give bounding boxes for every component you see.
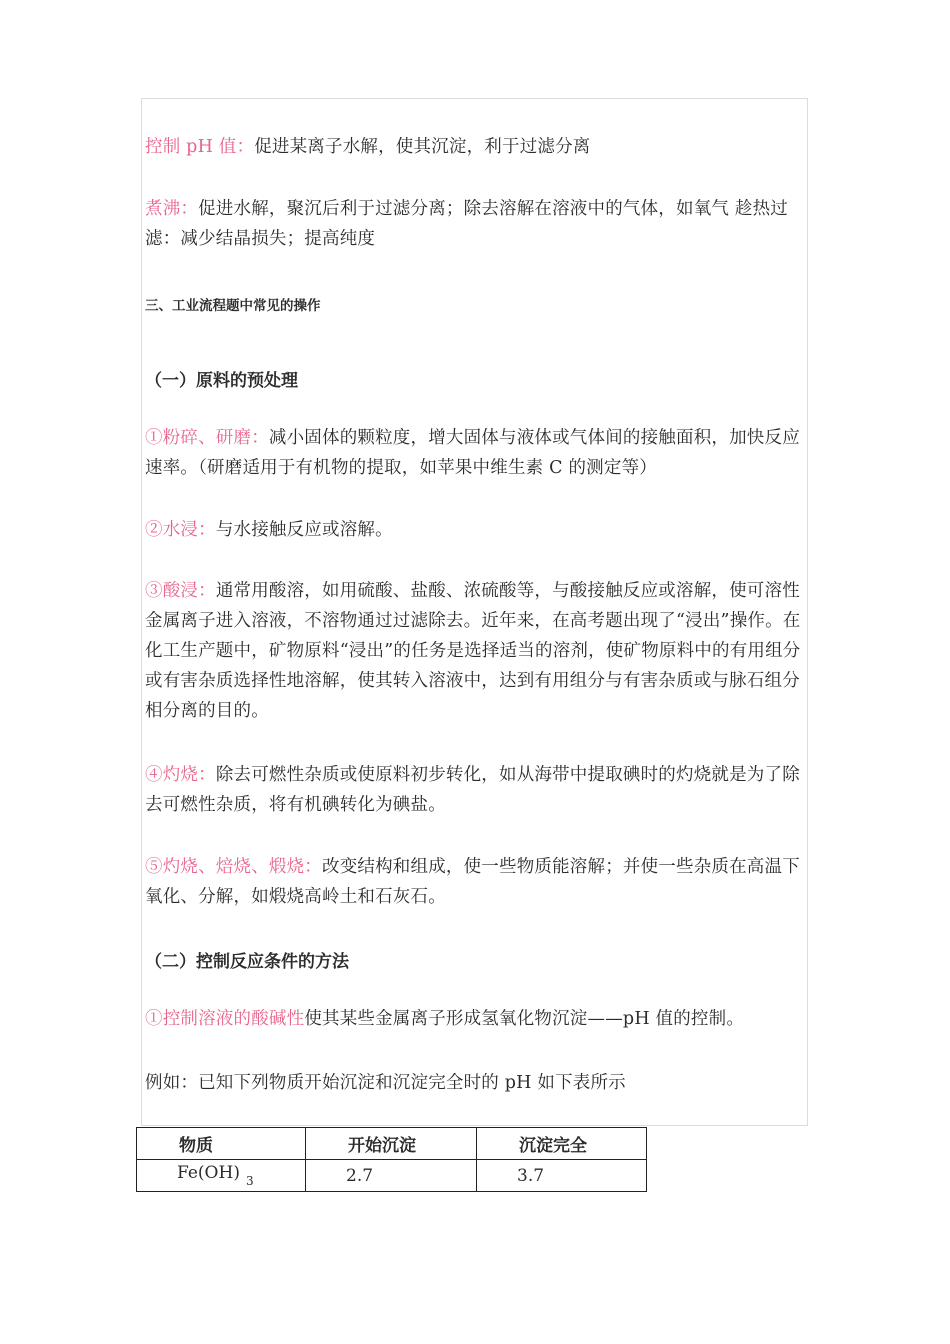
- term-label: ②水浸：: [145, 520, 216, 540]
- item-burning: [145, 760, 815, 820]
- paragraph-ph-control: [145, 132, 815, 162]
- term-label: ⑤灼烧、焙烧、煅烧：: [145, 857, 322, 877]
- precipitation-ph-table: [136, 1127, 647, 1192]
- cell-start: 2.7: [306, 1160, 477, 1192]
- paragraph-boiling: [145, 194, 815, 254]
- header-complete-precipitation: 沉淀完全: [477, 1128, 647, 1160]
- item-acid-leach: [145, 576, 815, 726]
- term-text: 使其某些金属离子形成氢氧化物沉淀——pH 值的控制。: [304, 1009, 745, 1029]
- term-label: 煮沸：: [145, 199, 199, 219]
- term-text: 减小固体的颗粒度，增大固体与液体或气体间的接触面积，加快反应速率。（研磨适用于有机物的提取，如苹果中维生素 C 的测定等）: [145, 428, 800, 478]
- term-text: 改变结构和组成，使一些物质能溶解；并使一些杂质在高温下氧化、分解，如煅烧高岭土和石灰石。: [145, 857, 800, 907]
- term-label: ①控制溶液的酸碱性: [145, 1009, 305, 1029]
- term-text: 通常用酸溶，如用硫酸、盐酸、浓硫酸等，与酸接触反应或溶解，使可溶性金属离子进入溶液，不溶物通过过滤除去。近年来，在高考题出现了“浸出”操作。在化工生产题中，矿物原料“浸出”的任务是选择适当的溶剂，使矿物原料中的有用组分或有害杂质选择性地溶解，使其转入溶液中，达到有用组分与有害杂质或与脉石组分相分离的目的。: [145, 581, 801, 721]
- term-text: 促进水解，聚沉后利于过滤分离；除去溶解在溶液中的气体，如氧气 趁热过滤：减少结晶损失；提高纯度: [145, 199, 788, 249]
- cell-substance: Fe(OH) $_3$: [137, 1160, 306, 1192]
- item-calcining: [145, 852, 815, 912]
- term-text: 除去可燃性杂质或使原料初步转化，如从海带中提取碘时的灼烧就是为了除去可燃性杂质，将有机碘转化为碘盐。: [145, 765, 800, 815]
- term-label: ①粉碎、研磨：: [145, 428, 269, 448]
- term-label: ③酸浸：: [145, 581, 216, 601]
- table-header-row: [137, 1128, 647, 1160]
- table-row: [137, 1160, 647, 1192]
- cell-complete: 3.7: [477, 1160, 647, 1192]
- term-label: ④灼烧：: [145, 765, 216, 785]
- subsection-heading-pretreatment: （一）原料的预处理: [145, 371, 298, 391]
- term-text: 促进某离子水解，使其沉淀，利于过滤分离: [254, 137, 591, 157]
- example-sentence: 例如：已知下列物质开始沉淀和沉淀完全时的 pH 如下表所示: [145, 1073, 626, 1093]
- item-acidity-control: [145, 1004, 815, 1034]
- section-heading: 三、工业流程题中常见的操作: [145, 298, 321, 314]
- term-label: 控制 pH 值：: [145, 137, 255, 157]
- header-start-precipitation: 开始沉淀: [306, 1128, 477, 1160]
- header-substance: 物质: [137, 1128, 306, 1160]
- term-text: 与水接触反应或溶解。: [215, 520, 393, 540]
- item-water-leach: [145, 515, 815, 545]
- item-grinding: [145, 423, 815, 483]
- subsection-heading-conditions: （二）控制反应条件的方法: [145, 952, 349, 972]
